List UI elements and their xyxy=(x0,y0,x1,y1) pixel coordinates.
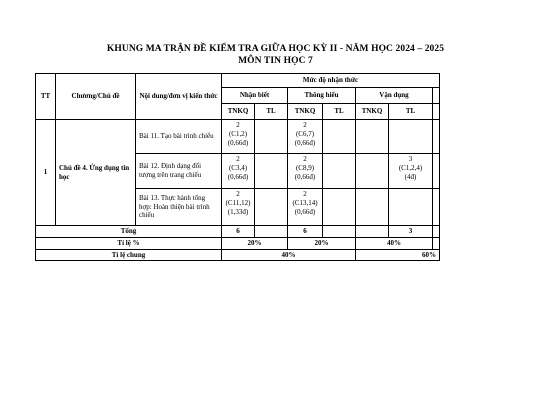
tong-spacer xyxy=(433,226,440,238)
header-vd-tnkq: TNKQ xyxy=(356,104,389,120)
header-th-tnkq: TNKQ xyxy=(288,104,323,120)
ti-le-spacer xyxy=(433,237,440,249)
tong-th: 6 xyxy=(288,226,323,238)
ti-le-chung-a: 40% xyxy=(222,249,356,261)
th-tl-cell xyxy=(323,120,356,154)
tong-vd-tnkq xyxy=(356,226,389,238)
matrix-table xyxy=(35,73,440,261)
th-tl-cell xyxy=(323,189,356,226)
nb-tnkq-cell: 2 (C1,2) (0,66đ) xyxy=(222,120,255,154)
header-nb-tnkq: TNKQ xyxy=(222,104,255,120)
content-cell: Bài 13. Thực hành tổng hợp: Hoàn thiện bài trình chiếu xyxy=(136,189,222,226)
nb-tl-cell xyxy=(255,189,288,226)
topic-tt: 1 xyxy=(36,120,56,226)
vd-tl-cell xyxy=(389,120,433,154)
vd-tl-cell: 3 (C1,2,4) (4đ) xyxy=(389,154,433,189)
vd-tl-cell xyxy=(389,189,433,226)
nb-tnkq-cell: 2 (C11,12) (1,33đ) xyxy=(222,189,255,226)
ti-le-nb: 20% xyxy=(222,237,288,249)
th-tnkq-cell: 2 (C13,14) (0,66đ) xyxy=(288,189,323,226)
th-tnkq-cell: 2 (C8,9) (0,66đ) xyxy=(288,154,323,189)
topic-name: Chủ đề 4. Ứng dụng tin học xyxy=(56,120,136,226)
tong-th-tl xyxy=(323,226,356,238)
th-tl-cell xyxy=(323,154,356,189)
header-spacer xyxy=(433,104,440,120)
vd-tnkq-cell xyxy=(356,189,389,226)
tong-vd: 3 xyxy=(389,226,433,238)
header-nhan-biet: Nhận biết xyxy=(222,88,288,104)
ti-le-vd: 40% xyxy=(356,237,433,249)
spacer-cell xyxy=(433,120,440,154)
vd-tnkq-cell xyxy=(356,154,389,189)
content-cell: Bài 12. Định dạng đối tượng trên trang chiếu xyxy=(136,154,222,189)
header-van-dung: Vận dụng xyxy=(356,88,433,104)
header-noi-dung: Nội dung/đơn vị kiến thức xyxy=(136,74,222,120)
header-th-tl: TL xyxy=(323,104,356,120)
tong-nb-tl xyxy=(255,226,288,238)
header-muc-do: Mức độ nhận thức xyxy=(222,74,440,88)
th-tnkq-cell: 2 (C6,7) (0,66đ) xyxy=(288,120,323,154)
ti-le-th: 20% xyxy=(288,237,356,249)
spacer-cell xyxy=(433,189,440,226)
document-title: KHUNG MA TRẬN ĐỀ KIỂM TRA GIỮA HỌC KỲ II - NĂM HỌC 2024 – 2025 xyxy=(106,44,445,54)
ti-le-chung-b: 60% xyxy=(356,249,440,261)
header-tt: TT xyxy=(36,74,56,120)
nb-tnkq-cell: 2 (C3,4) (0,66đ) xyxy=(222,154,255,189)
nb-tl-cell xyxy=(255,120,288,154)
vd-tnkq-cell xyxy=(356,120,389,154)
nb-tl-cell xyxy=(255,154,288,189)
header-thong-hieu: Thông hiểu xyxy=(288,88,356,104)
header-nb-tl: TL xyxy=(255,104,288,120)
ti-le-label: Tỉ lệ % xyxy=(36,237,222,249)
content-cell: Bài 11. Tạo bài trình chiếu xyxy=(136,120,222,154)
spacer-cell xyxy=(433,154,440,189)
ti-le-chung-label: Tỉ lệ chung xyxy=(36,249,222,261)
header-chuong: Chương/Chủ đề xyxy=(56,74,136,120)
header-spacer xyxy=(433,88,440,104)
tong-label: Tổng xyxy=(36,226,222,238)
tong-nb: 6 xyxy=(222,226,255,238)
header-vd-tl: TL xyxy=(389,104,433,120)
document-subtitle: MÔN TIN HỌC 7 xyxy=(238,56,313,66)
